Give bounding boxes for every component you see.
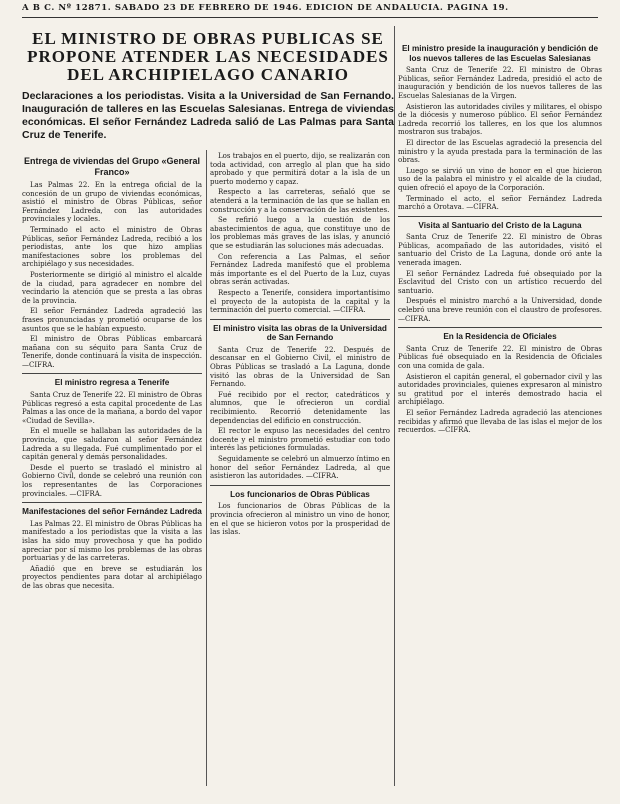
article-heading: En la Residencia de Oficiales (443, 332, 557, 342)
paragraph: Desde el puerto se trasladó el ministro al Gobierno Civil, donde se celebró una reunión con los representantes de las Corporaciones provinciales. —CIFRA. (22, 463, 202, 498)
paragraph: El señor Fernández Ladreda agradeció las frases pronunciadas y prometió ocuparse de los asuntos que se le habían expuesto. (22, 307, 202, 333)
paragraph: Las Palmas 22. El ministro de Obras Públicas ha manifestado a los periodistas que la visita a las islas ha sido muy provechosa y que ha podido apreciar por sí mismo los problemas de las obras portuarias y de las carreteras. (22, 519, 202, 563)
paragraph: Seguidamente se celebró un almuerzo íntimo en honor del señor Fernández Ladreda, al que asistieron las autoridades. —CIFRA. (210, 455, 390, 481)
article-heading: Visita al Santuario del Cristo de la Laguna (418, 220, 582, 230)
article-heading: El ministro regresa a Tenerife (54, 378, 170, 388)
paragraph: Después el ministro marchó a la Universidad, donde celebró una breve reunión con el claustro de profesores. —CIFRA. (398, 297, 602, 323)
paragraph: Posteriormente se dirigió al ministro el alcalde de la ciudad, para agradecer en nombre del vecindario la atención que se presta a las obras de la provincia. (22, 270, 202, 305)
paragraph: Asistieron las autoridades civiles y militares, el obispo de la diócesis y numeroso público. El señor Fernández Ladreda recorrió los talleres, en los que los alumnos mostraron sus trabajos. (398, 102, 602, 137)
paragraph: Santa Cruz de Tenerife 22. El ministro de Obras Públicas, señor Fernández Ladreda, presidió el acto de inauguración y bendición de los nuevos talleres de las Escuelas Salesianas de la Virgen. (398, 66, 602, 100)
paragraph: El señor Fernández Ladreda agradeció las atenciones recibidas y afirmó que llevaba de las islas el mejor de los recuerdos. —CIFRA. (398, 408, 602, 435)
column-1 (22, 152, 202, 593)
paragraph: Santa Cruz de Tenerife 22. El ministro de Obras Públicas regresó a esta capital procedente de Las Palmas a las once de la mañana, a bordo del vapor «Ciudad de Sevilla». (22, 391, 202, 425)
paragraph: Los funcionarios de Obras Públicas de la provincia ofrecieron al ministro un vino de honor, en el que se hicieron votos por la prosperidad de las islas. (210, 502, 390, 537)
paragraph: Los trabajos en el puerto, dijo, se realizarán con toda actividad, con arreglo al plan que ha sido aprobado y que permitirá dotar a la isla de un puerto moderno y capaz. (210, 152, 390, 186)
divider (210, 319, 390, 320)
divider (398, 216, 602, 217)
paragraph: El rector le expuso las necesidades del centro docente y el ministro prometió estudiar con todo interés las peticiones formuladas. (210, 427, 390, 453)
divider (22, 373, 202, 374)
masthead: A B C. Nº 12871. SABADO 23 DE FEBRERO DE 1946. EDICION DE ANDALUCIA. PAGINA 19. (22, 3, 598, 18)
paragraph: Terminado el acto el ministro de Obras Públicas, señor Fernández Ladreda, recibió a los periodistas, ante los que hizo amplias manifestaciones sobre los problemas del archipiélago y sus necesidades. (22, 225, 202, 269)
divider (22, 502, 202, 503)
paragraph: Asistieron el capitán general, el gobernador civil y las autoridades provinciales, quienes expresaron al ministro su gratitud por el interés demostrado hacia el archipiélago. (398, 372, 602, 407)
column-divider (206, 150, 207, 786)
divider (398, 327, 602, 328)
paragraph: Añadió que en breve se estudiarán los proyectos pendientes para dotar al archipiélago de las obras que necesita. (22, 564, 202, 590)
paragraph: El señor Fernández Ladreda fué obsequiado por la Esclavitud del Cristo con un artístico recuerdo del santuario. (398, 269, 602, 295)
divider (210, 485, 390, 486)
paragraph: Se refirió luego a la cuestión de los abastecimientos de agua, que constituye uno de los problemas más graves de las islas, y anunció que se estudiarán las soluciones más adecuadas. (210, 216, 390, 250)
article-heading: Manifestaciones del señor Fernández Ladreda (22, 507, 202, 517)
paragraph: Luego se sirvió un vino de honor en el que hicieron uso de la palabra el ministro y el alcalde de la ciudad, quien ofreció el apoyo de la Corporación. (398, 166, 602, 192)
headline-block (22, 30, 394, 142)
paragraph: En el muelle se hallaban las autoridades de la provincia, que saludaron al señor Fernández Ladreda a su llegada. Fué cumplimentado por el capitán general y demás personalidades. (22, 427, 202, 462)
paragraph: El director de las Escuelas agradeció la presencia del ministro y la ayuda prestada para la terminación de las obras. (398, 138, 602, 165)
paragraph: Fué recibido por el rector, catedráticos y alumnos, que le ofrecieron un cordial recibimiento. Recorrió detenidamente las dependencias del edificio en construcción. (210, 390, 390, 425)
paragraph: Santa Cruz de Tenerife 22. El ministro de Obras Públicas, acompañado de las autoridades, visitó el santuario del Cristo de La Laguna, donde oró ante la venerada imagen. (398, 233, 602, 268)
paragraph: Santa Cruz de Tenerife 22. El ministro de Obras Públicas fué obsequiado en la Residencia de Oficiales con una comida de gala. (398, 344, 602, 370)
headline: EL MINISTRO DE OBRAS PUBLICAS SE PROPONE ATENDER LAS NECESIDADES DEL ARCHIPIELAGO CANARIO (27, 29, 389, 84)
paragraph: Las Palmas 22. En la entrega oficial de la concesión de un grupo de viviendas económicas, asistió el ministro de Obras Públicas, señor Fernández Ladreda, con las autoridades provinciales y locales. (22, 181, 202, 224)
deck: Declaraciones a los periodistas. Visita a la Universidad de San Fernando. Inauguración de talleres en las Escuelas Salesianas. Entrega de viviendas económicas. El señor Fernández Ladreda salió de Las Palmas para Santa Cruz de Tenerife. (22, 90, 394, 141)
paragraph: Respecto a las carreteras, señaló que se atenderá a la terminación de las que se hallan en construcción y a la conservación de las existentes. (210, 188, 390, 214)
paragraph: El ministro de Obras Públicas embarcará mañana con su séquito para Santa Cruz de Tenerife, donde continuará la visita de inspección. —CIFRA. (22, 335, 202, 369)
column-divider (394, 26, 395, 786)
column-3 (398, 40, 602, 437)
article-heading: El ministro visita las obras de la Universidad de San Fernando (213, 323, 387, 343)
column-2 (210, 152, 390, 539)
article-heading: Entrega de viviendas del Grupo «General Franco» (23, 156, 201, 177)
article-heading: Los funcionarios de Obras Públicas (230, 489, 370, 499)
paragraph: Santa Cruz de Tenerife 22. Después de descansar en el Gobierno Civil, el ministro de Obras Públicas se trasladó a La Laguna, donde visitó las obras de la Universidad de San Fernando. (210, 345, 390, 389)
article-heading: El ministro preside la inauguración y bendición de los nuevos talleres de las Escuelas Salesianas (401, 44, 599, 63)
paragraph: Terminado el acto, el señor Fernández Ladreda marchó a Orotava. —CIFRA. (398, 194, 602, 212)
paragraph: Respecto a Tenerife, considera importantísimo el proyecto de la autopista de la capital y la terminación del puerto comercial. —CIFRA. (210, 288, 390, 315)
paragraph: Con referencia a Las Palmas, el señor Fernández Ladreda manifestó que el problema más importante es el del Puerto de la Luz, cuyas obras serán activadas. (210, 252, 390, 287)
